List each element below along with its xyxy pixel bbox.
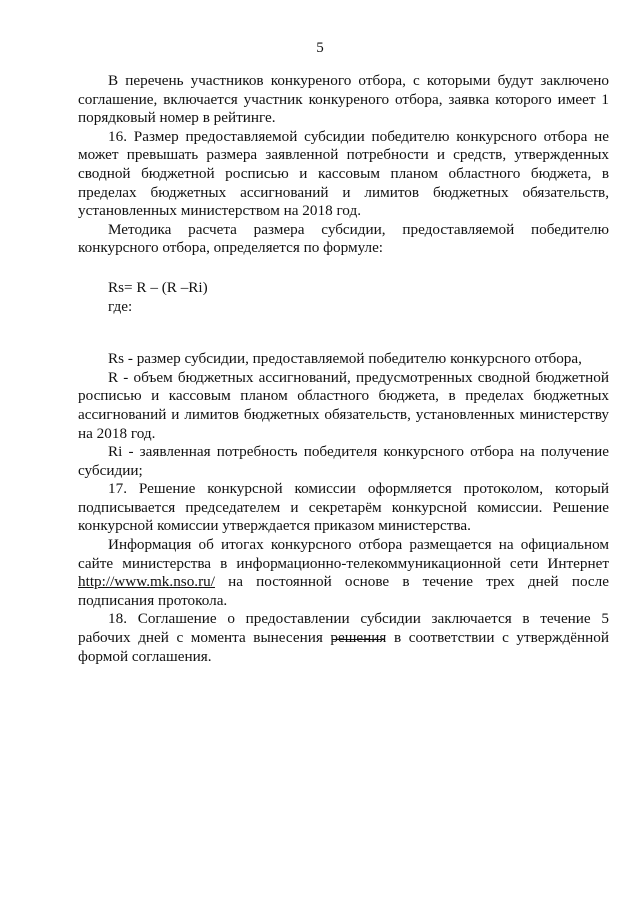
paragraph-method: Методика расчета размера субсидии, предоставляемой победителю конкурсного отбора, определяется по формуле: — [78, 220, 609, 257]
formula: Rs= R – (R –Ri) — [108, 278, 208, 296]
definition-r: R - объем бюджетных ассигнований, предусмотренных сводной бюджетной росписью и кассовым планом областного бюджета, в пределах бюджетных ассигнований и лимитов бюджетных обязательств, установленных министерству на 2018 год. — [78, 368, 609, 442]
info-text-before: Информация об итогах конкурсного отбора размещается на официальном сайте министерства в информационно-телекоммуникационной сети Интернет — [78, 536, 609, 572]
page-number: 5 — [316, 40, 324, 56]
document-body — [78, 72, 609, 666]
info-text-after: на постоянной основе в течение трех дней после подписания протокола. — [78, 573, 609, 609]
definition-rs: Rs - размер субсидии, предоставляемой победителю конкурсного отбора, — [108, 350, 582, 368]
paragraph-info — [78, 536, 609, 610]
paragraph-17: 17. Решение конкурсной комиссии оформляется протоколом, который подписывается председателем и секретарём конкурсной комиссии. Решение конкурсной комиссии утверждается приказом министерства. — [78, 480, 609, 535]
paragraph-16: 16. Размер предоставляемой субсидии победителю конкурсного отбора не может превышать размера заявленной потребности и средств, утвержденных сводной бюджетной росписью и кассовым планом областного бюджета, в пределах бюджетных ассигнований и лимитов бюджетных обязательств, установленных министерством на 2018 год. — [78, 127, 609, 220]
paragraph-participants: В перечень участников конкуреного отбора, с которыми будут заключено соглашение, включается участник конкуреного отбора, заявка которого имеет 1 порядковый номер в рейтинге. — [78, 72, 609, 127]
ministry-website-link[interactable]: http://www.mk.nso.ru/ — [78, 573, 215, 591]
definition-ri: Ri - заявленная потребность победителя конкурсного отбора на получение субсидии; — [78, 443, 609, 479]
paragraph-18: 18. Соглашение о предоставлении субсидии заключается в течение 5 рабочих дней с момента вынесения решения в соответствии с утверждённой формой соглашения. — [78, 610, 609, 665]
formula-where: где: — [108, 297, 133, 315]
end-of-document-rule — [332, 639, 384, 640]
